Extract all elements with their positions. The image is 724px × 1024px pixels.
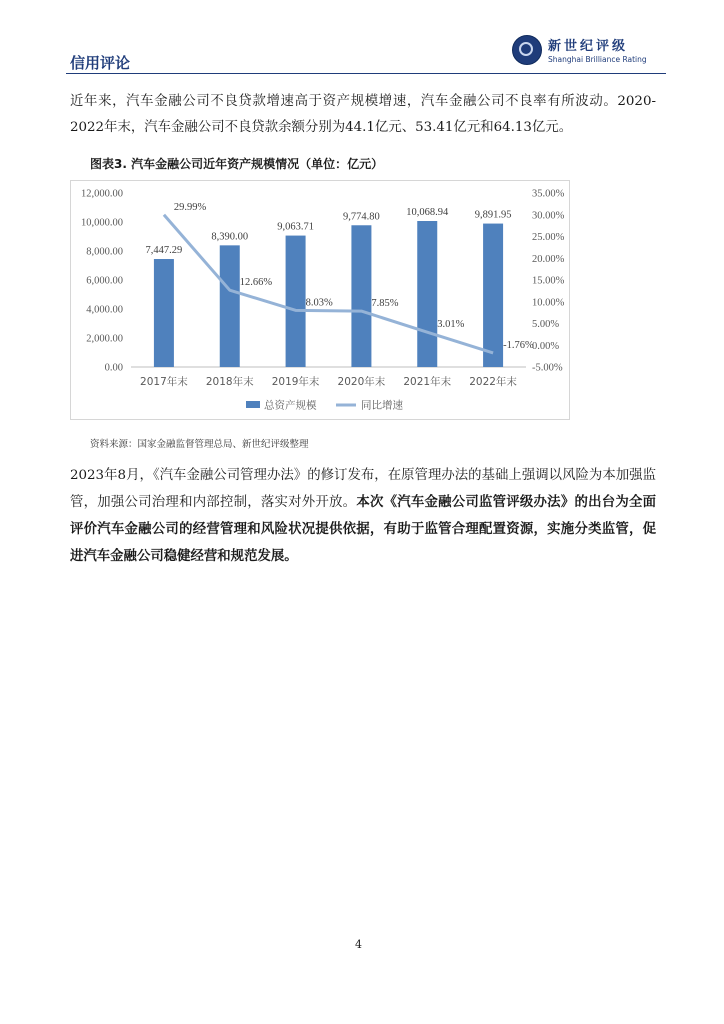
paragraph-npl-trend: 近年来，汽车金融公司不良贷款增速高于资产规模增速，汽车金融公司不良率有所波动。2020-2022年末，汽车金融公司不良贷款余额分别为44.1亿元、53.41亿元和64.13亿元。	[70, 94, 656, 135]
line-data-label: -1.76%	[503, 339, 534, 351]
header-title: 信用评论	[70, 54, 131, 72]
bar-total-assets	[286, 236, 306, 367]
bar-total-assets	[220, 245, 240, 367]
x-axis-category-label: 2018年末	[205, 376, 254, 388]
bar-data-label: 10,068.94	[406, 207, 449, 219]
right-axis-tick-label: 10.00%	[532, 297, 565, 309]
bar-data-label: 7,447.29	[145, 245, 183, 257]
legend-bar-swatch	[246, 401, 260, 408]
left-axis-tick-label: 4,000.00	[86, 304, 123, 316]
left-axis-tick-label: 0.00	[104, 362, 123, 374]
logo-english-name: Shanghai Brilliance Rating	[548, 55, 647, 64]
right-axis-tick-label: 30.00%	[532, 210, 565, 222]
regulation-highlight: 本次《汽车金融公司监管评级办法》的出台为全面评价汽车金融公司的经营管理和风险状况提供依据，有助于监管合理配置资源，实施分类监管，促进汽车金融公司稳健经营和规范发展。	[70, 494, 657, 564]
line-data-label: 7.85%	[371, 298, 399, 310]
bar-total-assets	[417, 221, 437, 367]
bar-total-assets	[351, 225, 371, 367]
x-axis-category-label: 2021年末	[403, 376, 452, 388]
x-axis-category-label: 2022年末	[469, 376, 517, 388]
right-axis-tick-label: 5.00%	[532, 319, 560, 330]
chart-container	[70, 180, 570, 420]
right-axis-tick-label: -5.00%	[532, 362, 563, 374]
figure-source: 资料来源：国家金融监督管理总局、新世纪评级整理	[90, 439, 309, 450]
right-axis-tick-label: 0.00%	[532, 340, 560, 352]
right-axis-tick-label: 20.00%	[532, 253, 565, 265]
right-axis-tick-label: 35.00%	[532, 188, 565, 200]
bar-data-label: 9,774.80	[343, 211, 380, 223]
left-axis-tick-label: 12,000.00	[81, 188, 123, 200]
x-axis-category-label: 2017年末	[140, 376, 188, 388]
logo-chinese-name: 新世纪评级	[548, 39, 629, 54]
line-data-label: 29.99%	[173, 201, 207, 213]
bar-total-assets	[154, 259, 174, 367]
line-data-label: 12.66%	[239, 277, 273, 289]
line-data-label: 8.03%	[305, 297, 333, 309]
legend-bar-label: 总资产规模	[264, 399, 317, 412]
logo-emblem-icon	[512, 35, 542, 65]
bar-data-label: 9,891.95	[474, 209, 512, 221]
left-axis-tick-label: 8,000.00	[86, 246, 123, 258]
paragraph-regulation	[70, 463, 656, 570]
bar-data-label: 9,063.71	[277, 221, 314, 233]
right-axis-tick-label: 25.00%	[532, 232, 565, 243]
bar-total-assets	[483, 224, 503, 367]
x-axis-category-label: 2019年末	[271, 376, 320, 388]
x-axis-category-label: 2020年末	[337, 376, 386, 388]
left-axis-tick-label: 2,000.00	[86, 333, 123, 345]
figure-caption: 图表3. 汽车金融公司近年资产规模情况（单位：亿元）	[90, 157, 384, 171]
legend-line-label: 同比增速	[361, 399, 403, 412]
header-divider	[66, 73, 666, 74]
right-axis-tick-label: 15.00%	[532, 275, 565, 287]
line-data-label: 3.01%	[437, 319, 465, 331]
asset-scale-chart	[71, 181, 571, 421]
left-axis-tick-label: 10,000.00	[81, 217, 123, 229]
regulation-text: 2023年8月，《汽车金融公司管理办法》的修订发布，在原管理办法的基础上强调以风险为本加强监管，加强公司治理和内部控制，落实对外开放。	[70, 468, 656, 510]
brand-logo	[510, 33, 670, 67]
page-number: 4	[355, 938, 362, 951]
left-axis-tick-label: 6,000.00	[86, 275, 123, 287]
bar-data-label: 8,390.00	[211, 231, 249, 243]
